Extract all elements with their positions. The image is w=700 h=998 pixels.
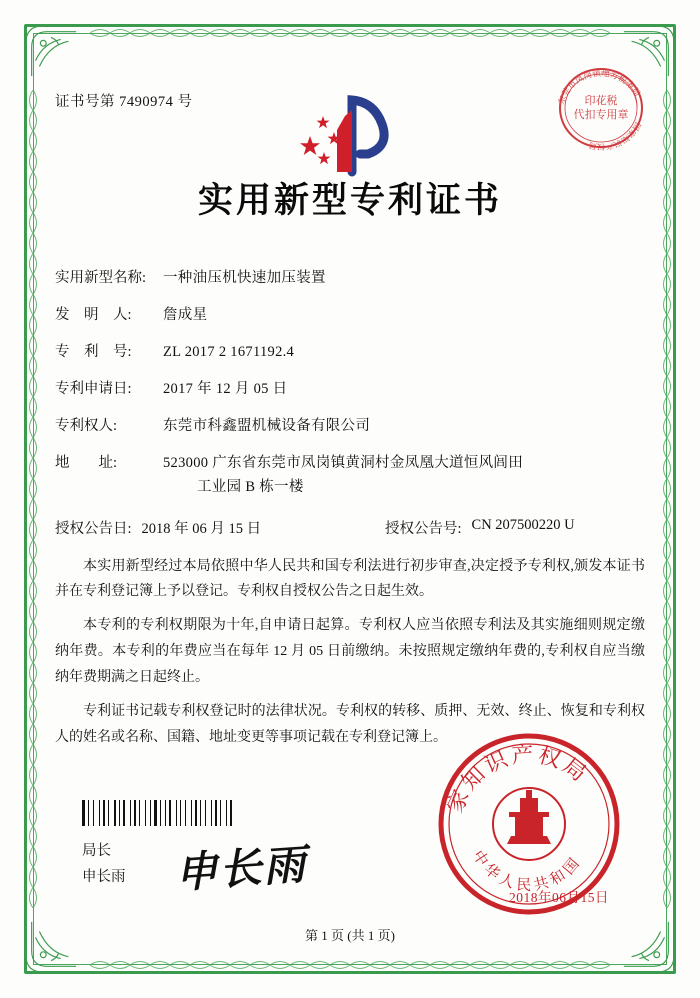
field-row-inventor [55,308,645,324]
grant-date-value: 2018 年 06 月 15 日 [141,520,262,537]
page-title: 实用新型专利证书 [197,180,502,221]
svg-text:代扣专用章: 代扣专用章 [573,108,629,121]
certificate-content [55,60,645,948]
svg-text:东莞市凤岗镇地方税务局: 东莞市凤岗镇地方税务局 [556,68,642,106]
field-row-application-date [55,382,645,398]
border-pattern-top [90,26,610,40]
tax-stamp-icon [555,62,647,154]
field-list [55,271,645,496]
svg-text:中华人民共和国: 中华人民共和国 [468,846,586,895]
field-row-address [55,456,645,496]
grant-date [55,517,385,538]
director-label: 局长 [82,843,111,860]
svg-text:国家知识产权局: 国家知识产权局 [587,120,643,151]
field-label: 实用新型名称: [55,270,147,286]
page-footer: 第 1 页 (共 1 页) [305,928,395,943]
paragraph-2: 本专利的专利权期限为十年,自申请日起算。专利权人应当依照专利法及其实施细则规定缴纳年费。本专利的年费应当在每年 12 月 05 日前缴纳。未按照规定缴纳年费的,专利权自应当缴纳年费期满之日起终止。 [55,618,645,686]
grant-date-label: 授权公告日: [55,520,132,537]
border-pattern-bottom [90,958,610,972]
svg-text:家知识产权局: 家知识产权局 [442,742,593,817]
legal-text [55,554,645,751]
grant-info-row [55,517,645,538]
field-label: 发 明 人: [55,306,132,323]
field-row-utility-model-name [55,271,645,287]
barcode [82,800,272,826]
field-value-address [163,456,645,496]
field-label: 专利权人: [55,417,118,434]
field-row-patent-number [55,345,645,361]
field-label: 专利申请日: [55,380,132,397]
address-line-1: 523000 广东省东莞市凤岗镇黄洞村金凤凰大道恒风闾田 [163,454,524,471]
paragraph-1: 本实用新型经过本局依照中华人民共和国专利法进行初步审查,决定授予专利权,颁发本证书并在专利登记簿上予以登记。专利权自授权公告之日起生效。 [55,558,645,600]
seal-date: 2018年06月15日 [509,890,609,905]
handwritten-signature: 申长雨 [173,839,309,898]
patent-office-logo-icon [290,90,410,178]
grant-number-label: 授权公告号: [385,520,462,537]
paragraph-3: 专利证书记载专利权登记时的法律状况。专利权的转移、质押、无效、终止、恢复和专利权人的姓名或名称、国籍、地址变更等事项记载在专利登记簿上。 [55,704,645,745]
certificate-number: 证书号第 7490974 号 [55,94,193,110]
director-block [82,839,126,890]
field-label: 地 址: [55,454,118,471]
field-label: 专 利 号: [55,343,132,360]
address-line-2: 工业园 B 栋一楼 [197,478,304,495]
field-row-patentee [55,419,645,435]
border-pattern-left [26,90,40,908]
grant-number [385,517,575,538]
border-pattern-right [660,90,674,908]
grant-number-value: CN 207500220 U [471,516,575,533]
field-value: 一种油压机快速加压装置 [163,270,326,286]
field-value: 2017 年 12 月 05 日 [163,380,288,397]
director-name: 申长雨 [82,868,126,885]
field-value: 东莞市科鑫盟机械设备有限公司 [163,417,371,434]
field-value: ZL 2017 2 1671192.4 [163,343,295,360]
field-value: 詹成星 [163,306,208,323]
svg-text:印花税: 印花税 [584,94,618,107]
